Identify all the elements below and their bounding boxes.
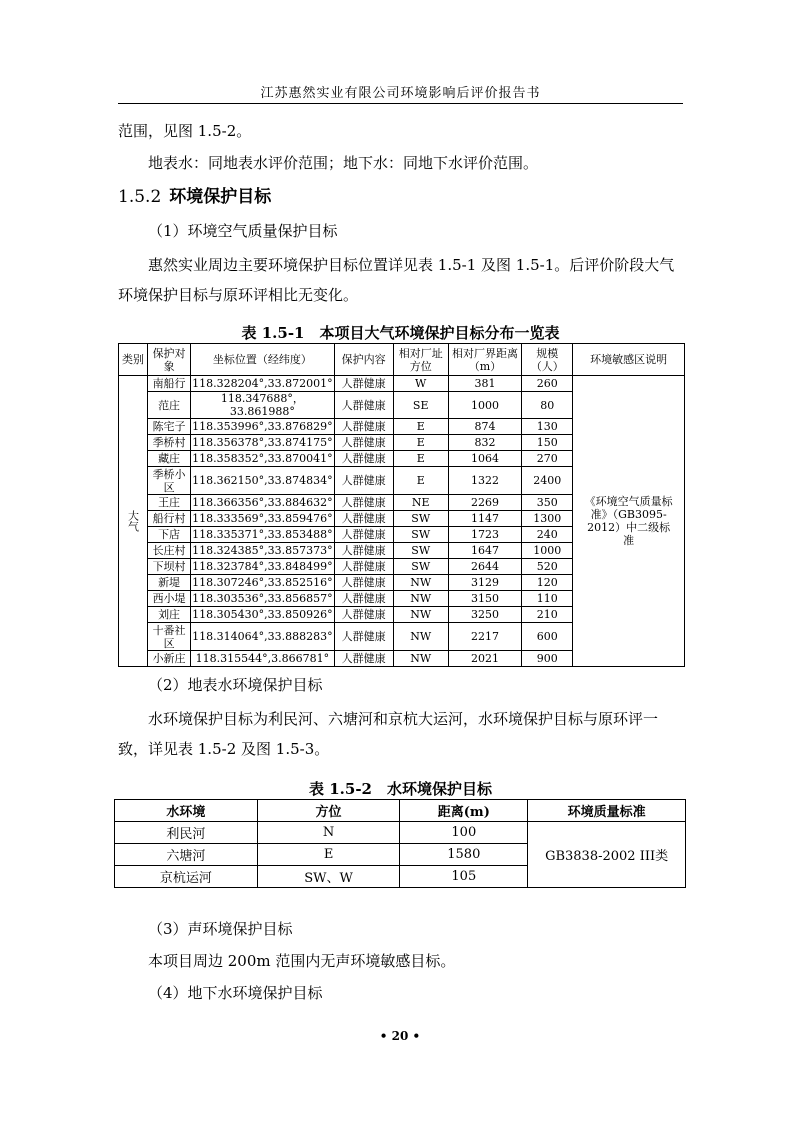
content-cell: 人群健康	[334, 451, 393, 467]
direction-cell: SW	[393, 527, 448, 543]
content-cell: 人群健康	[334, 392, 393, 419]
header-water-distance: 距离(m)	[400, 800, 528, 822]
distance-cell: 1322	[448, 467, 522, 495]
size-cell: 150	[522, 435, 573, 451]
target-cell: 新堤	[148, 575, 191, 591]
section-number: 1.5.2	[118, 187, 162, 207]
header-water-body: 水环境	[115, 800, 258, 822]
water-standard-cell: GB3838-2002 III类	[528, 822, 686, 888]
water-protection-table	[114, 799, 686, 888]
coord-cell: 118.305430°,33.850926°	[192, 608, 333, 621]
header-direction: 相对厂址方位	[393, 344, 448, 376]
water-body-cell: 六塘河	[115, 844, 258, 866]
direction-cell: E	[393, 435, 448, 451]
direction-cell: SE	[393, 392, 448, 419]
table-row	[115, 822, 686, 844]
size-cell: 350	[522, 495, 573, 511]
coord-cell: 118.362150°,33.874834°	[191, 467, 334, 495]
distance-cell: 1147	[448, 511, 522, 527]
direction-cell: NW	[393, 651, 448, 667]
content-cell: 人群健康	[334, 575, 393, 591]
category-cell: 大气	[119, 376, 148, 667]
coord-cell: 118.328204°,33.872001°	[192, 377, 333, 390]
size-cell: 240	[522, 527, 573, 543]
direction-cell: E	[393, 419, 448, 435]
coord-cell: 118.315544°,3.866781°	[191, 651, 334, 667]
paragraph-range: 范围，见图 1.5-2。	[118, 122, 252, 140]
distance-cell: 832	[448, 435, 522, 451]
distance-cell: 1000	[448, 392, 522, 419]
coord-cell: 118.314064°,33.888283°	[191, 623, 334, 651]
air-protection-table	[118, 343, 685, 667]
direction-cell: NW	[393, 607, 448, 623]
size-cell: 80	[522, 392, 573, 419]
page-number: • 20 •	[379, 1029, 421, 1043]
target-cell: 藏庄	[148, 451, 191, 467]
direction-cell: NW	[393, 591, 448, 607]
direction-cell: NW	[393, 623, 448, 651]
content-cell: 人群健康	[334, 376, 393, 392]
distance-cell: 3129	[448, 575, 522, 591]
water-distance-cell: 105	[400, 866, 528, 888]
header-content: 保护内容	[334, 344, 393, 376]
header-coord: 坐标位置（经纬度）	[191, 344, 334, 376]
table1-header-row	[119, 344, 685, 376]
header-standard: 环境敏感区说明	[573, 344, 685, 376]
distance-cell: 1647	[448, 543, 522, 559]
table2-header-row	[115, 800, 686, 822]
coord-cell: 118.353996°,33.876829°	[192, 420, 333, 433]
content-cell: 人群健康	[334, 543, 393, 559]
size-cell: 1300	[522, 511, 573, 527]
paragraph-water-range: 地表水：同地表水评价范围；地下水：同地下水评价范围。	[148, 154, 539, 172]
subheading-air: （1）环境空气质量保护目标	[148, 222, 338, 240]
size-cell: 520	[522, 559, 573, 575]
size-cell: 270	[522, 451, 573, 467]
section-title: 环境保护目标	[169, 187, 272, 207]
content-cell: 人群健康	[334, 559, 393, 575]
target-cell: 下坝村	[148, 559, 191, 575]
target-cell: 小新庄	[148, 651, 191, 667]
header-distance: 相对厂界距离（m）	[448, 344, 522, 376]
water-distance-cell: 1580	[400, 844, 528, 866]
distance-cell: 874	[448, 419, 522, 435]
distance-cell: 1064	[448, 451, 522, 467]
direction-cell: SW	[393, 543, 448, 559]
target-cell: 王庄	[148, 495, 191, 511]
target-cell: 陈宅子	[148, 419, 191, 435]
content-cell: 人群健康	[334, 651, 393, 667]
direction-cell: SW	[393, 511, 448, 527]
table1-caption: 表 1.5-1 本项目大气环境保护目标分布一览表	[241, 324, 560, 342]
size-cell: 110	[522, 591, 573, 607]
size-cell: 2400	[522, 467, 573, 495]
table-row	[119, 376, 685, 392]
distance-cell: 3250	[448, 607, 522, 623]
section-heading	[118, 182, 271, 207]
water-direction-cell: N	[257, 822, 400, 844]
direction-cell: SW	[393, 559, 448, 575]
content-cell: 人群健康	[334, 511, 393, 527]
size-cell: 260	[522, 376, 573, 392]
content-cell: 人群健康	[334, 527, 393, 543]
target-cell: 西小堤	[148, 591, 191, 607]
standard-cell: 《环境空气质量标准》（GB3095-2012）中二级标准	[573, 376, 685, 667]
page-header: 江苏惠然实业有限公司环境影响后评价报告书	[260, 86, 541, 101]
coord-cell: 118.324385°,33.857373°	[192, 544, 333, 557]
water-distance-cell: 100	[400, 822, 528, 844]
direction-cell: E	[393, 467, 448, 495]
content-cell: 人群健康	[334, 419, 393, 435]
header-divider	[118, 103, 683, 104]
coord-cell: 118.358352°,33.870041°	[192, 452, 333, 465]
content-cell: 人群健康	[334, 623, 393, 651]
distance-cell: 1723	[448, 527, 522, 543]
size-cell: 130	[522, 419, 573, 435]
direction-cell: W	[393, 376, 448, 392]
header-category: 类别	[119, 344, 148, 376]
water-direction-cell: SW、W	[257, 866, 400, 888]
coord-cell: 118.307246°,33.852516°	[192, 576, 333, 589]
target-cell: 十番社区	[148, 623, 191, 651]
subheading-noise: （3）声环境保护目标	[148, 920, 293, 938]
size-cell: 600	[522, 623, 573, 651]
coord-cell: 118.335371°,33.853488°	[192, 528, 333, 541]
content-cell: 人群健康	[334, 467, 393, 495]
distance-cell: 2217	[448, 623, 522, 651]
distance-cell: 381	[448, 376, 522, 392]
paragraph-air-targets: 惠然实业周边主要环境保护目标位置详见表 1.5-1 及图 1.5-1。后评价阶段大气环境保护目标与原环评相比无变化。	[118, 256, 675, 304]
content-cell: 人群健康	[334, 591, 393, 607]
paragraph-water-targets: 水环境保护目标为利民河、六塘河和京杭大运河，水环境保护目标与原环评一致，详见表 1.5-2 及图 1.5-3。	[118, 710, 659, 758]
size-cell: 1000	[522, 543, 573, 559]
header-target: 保护对象	[148, 344, 191, 376]
paragraph-noise: 本项目周边 200m 范围内无声环境敏感目标。	[148, 952, 456, 970]
distance-cell: 2021	[448, 651, 522, 667]
size-cell: 210	[522, 607, 573, 623]
target-cell: 南船行	[148, 376, 191, 392]
coord-cell: 118.356378°,33.874175°	[192, 436, 333, 449]
water-body-cell: 京杭运河	[115, 866, 258, 888]
distance-cell: 2644	[448, 559, 522, 575]
target-cell: 刘庄	[148, 607, 191, 623]
distance-cell: 3150	[448, 591, 522, 607]
content-cell: 人群健康	[334, 435, 393, 451]
coord-cell: 118.303536°,33.856857°	[192, 592, 333, 605]
coord-cell: 118.323784°,33.848499°	[192, 560, 333, 573]
water-body-cell: 利民河	[115, 822, 258, 844]
target-cell: 下店	[148, 527, 191, 543]
header-size: 规模（人）	[522, 344, 573, 376]
water-direction-cell: E	[257, 844, 400, 866]
target-cell: 范庄	[148, 392, 191, 419]
subheading-groundwater: （4）地下水环境保护目标	[148, 984, 323, 1002]
distance-cell: 2269	[448, 495, 522, 511]
coord-cell: 118.366356°,33.884632°	[192, 496, 333, 509]
header-water-standard: 环境质量标准	[528, 800, 686, 822]
size-cell: 900	[522, 651, 573, 667]
coord-cell: 118.347688°，33.861988°	[191, 392, 334, 419]
target-cell: 长庄村	[148, 543, 191, 559]
target-cell: 季桥村	[148, 435, 191, 451]
size-cell: 120	[522, 575, 573, 591]
direction-cell: NE	[393, 495, 448, 511]
subheading-surface-water: （2）地表水环境保护目标	[148, 676, 323, 694]
direction-cell: E	[393, 451, 448, 467]
table2-caption: 表 1.5-2 水环境保护目标	[309, 780, 492, 798]
coord-cell: 118.333569°,33.859476°	[192, 512, 333, 525]
content-cell: 人群健康	[334, 607, 393, 623]
direction-cell: NW	[393, 575, 448, 591]
content-cell: 人群健康	[334, 495, 393, 511]
target-cell: 季桥小区	[148, 467, 191, 495]
target-cell: 船行村	[148, 511, 191, 527]
header-water-direction: 方位	[257, 800, 400, 822]
